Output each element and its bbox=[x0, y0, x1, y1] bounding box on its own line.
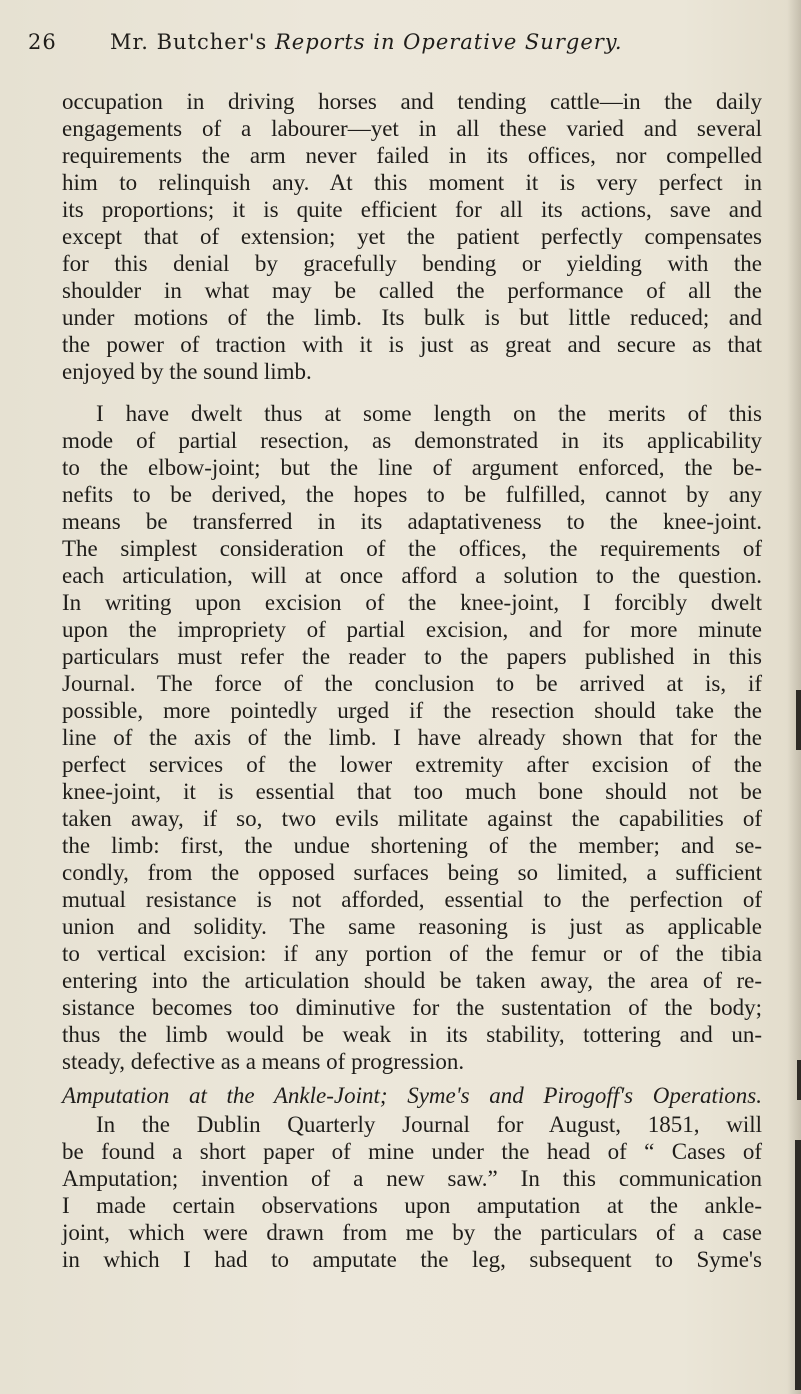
text-line: sistance becomes too diminutive for the sustentation of the body; bbox=[62, 995, 762, 1020]
running-header bbox=[0, 30, 801, 64]
text-line: thus the limb would be weak in its stability, tottering and un- bbox=[62, 1022, 762, 1047]
text-line: upon the impropriety of partial excision, and for more minute bbox=[62, 617, 762, 642]
text-line: enjoyed by the sound limb. bbox=[62, 359, 312, 384]
text-line: to vertical excision: if any portion of the femur or of the tibia bbox=[62, 941, 762, 966]
text-line: entering into the articulation should be taken away, the area of re- bbox=[62, 968, 762, 993]
text-line: to the elbow-joint; but the line of argument enforced, the be- bbox=[62, 455, 762, 480]
text-line: I have dwelt thus at some length on the merits of this bbox=[96, 401, 762, 426]
text-line: Amputation; invention of a new saw.” In this communication bbox=[62, 1166, 762, 1191]
text-line: for this denial by gracefully bending or yielding with the bbox=[62, 251, 762, 276]
text-line: possible, more pointedly urged if the resection should take the bbox=[62, 698, 762, 723]
text-line: be found a short paper of mine under the head of “ Cases of bbox=[62, 1139, 762, 1164]
text-line: its proportions; it is quite efficient for all its actions, save and bbox=[62, 197, 762, 222]
paragraph bbox=[62, 400, 762, 1075]
text-line: particulars must refer the reader to the papers published in this bbox=[62, 644, 762, 669]
text-line: engagements of a labourer—yet in all these varied and several bbox=[62, 116, 762, 141]
text-line: The simplest consideration of the offices, the requirements of bbox=[62, 536, 762, 561]
text-line: the limb: first, the undue shortening of the member; and se- bbox=[62, 833, 762, 858]
page-number: 26 bbox=[28, 30, 57, 54]
text-line: taken away, if so, two evils militate against the capabilities of bbox=[62, 806, 762, 831]
text-line: Journal. The force of the conclusion to be arrived at is, if bbox=[62, 671, 762, 696]
paragraph-gap bbox=[62, 385, 762, 400]
text-line: knee-joint, it is essential that too much bone should not be bbox=[62, 779, 762, 804]
text-line: steady, defective as a means of progression. bbox=[62, 1049, 465, 1074]
section-heading: Amputation at the Ankle-Joint; Syme's and Pirogoff's Operations. bbox=[62, 1083, 762, 1108]
page-edge-mark bbox=[796, 690, 801, 750]
text-line: line of the axis of the limb. I have already shown that for the bbox=[62, 725, 762, 750]
text-line: the power of traction with it is just as great and secure as that bbox=[62, 332, 762, 357]
running-title bbox=[110, 30, 623, 54]
paragraphs bbox=[62, 88, 762, 1075]
text-line: mutual resistance is not afforded, essential to the perfection of bbox=[62, 887, 762, 912]
text-line: each articulation, will at once afford a solution to the question. bbox=[62, 563, 762, 588]
text-line: I made certain observations upon amputation at the ankle- bbox=[62, 1193, 762, 1218]
text-line: mode of partial resection, as demonstrated in its applicability bbox=[62, 428, 762, 453]
text-line: means be transferred in its adaptativeness to the knee-joint. bbox=[62, 509, 762, 534]
text-line: except that of extension; yet the patient perfectly compensates bbox=[62, 224, 762, 249]
page-edge-mark bbox=[795, 1140, 801, 1390]
text-line: under motions of the limb. Its bulk is but little reduced; and bbox=[62, 305, 762, 330]
text-line: in which I had to amputate the leg, subsequent to Syme's bbox=[62, 1247, 762, 1272]
body-text bbox=[62, 88, 762, 1273]
text-line: occupation in driving horses and tending cattle—in the daily bbox=[62, 89, 762, 114]
section-body bbox=[62, 1111, 762, 1273]
text-line: condly, from the opposed surfaces being so limited, a sufficient bbox=[62, 860, 762, 885]
text-line: requirements the arm never failed in its offices, nor compelled bbox=[62, 143, 762, 168]
text-line: him to relinquish any. At this moment it is very perfect in bbox=[62, 170, 762, 195]
text-line: union and solidity. The same reasoning is just as applicable bbox=[62, 914, 762, 939]
running-title-author: Mr. Butcher's bbox=[110, 30, 268, 54]
text-line: In the Dublin Quarterly Journal for August, 1851, will bbox=[96, 1112, 762, 1137]
paragraph bbox=[62, 88, 762, 385]
text-line: nefits to be derived, the hopes to be fulfilled, cannot by any bbox=[62, 482, 762, 507]
page-edge-mark bbox=[797, 1060, 801, 1100]
text-line: In writing upon excision of the knee-joint, I forcibly dwelt bbox=[62, 590, 762, 615]
text-line: perfect services of the lower extremity after excision of the bbox=[62, 752, 762, 777]
text-line: joint, which were drawn from me by the particulars of a case bbox=[62, 1220, 762, 1245]
running-title-work: Reports in Operative Surgery. bbox=[274, 30, 623, 54]
text-line: shoulder in what may be called the performance of all the bbox=[62, 278, 762, 303]
